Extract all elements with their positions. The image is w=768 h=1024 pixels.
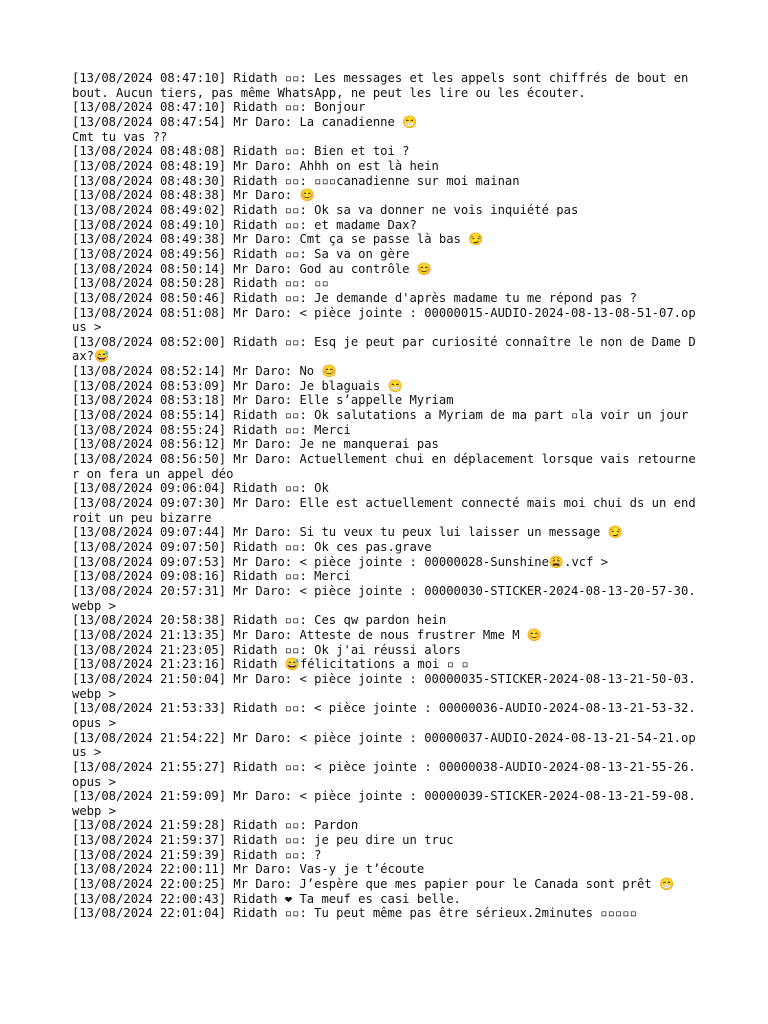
message-line: [13/08/2024 08:49:38] Mr Daro: Cmt ça se passe là bas 😏 (72, 232, 484, 247)
message-line: [13/08/2024 08:47:10] Ridath ▫▫: Les messages et les appels sont chiffrés de bout en bout. Aucun tiers, pas même WhatsApp, ne peut les lire ou les écouter. (72, 71, 696, 100)
message-line: [13/08/2024 21:59:28] Ridath ▫▫: Pardon (72, 818, 359, 833)
message-line: [13/08/2024 09:07:44] Mr Daro: Si tu veux tu peux lui laisser un message 😏 (72, 525, 623, 540)
message-line: [13/08/2024 09:07:30] Mr Daro: Elle est actuellement connecté mais moi chui ds un endroit un peu bizarre (72, 496, 696, 525)
message-line: [13/08/2024 21:54:22] Mr Daro: < pièce jointe : 00000037-AUDIO-2024-08-13-21-54-21.opus > (72, 730, 696, 760)
message-line: [13/08/2024 08:56:50] Mr Daro: Actuellement chui en déplacement lorsque vais retourner on fera un appel déo (72, 452, 696, 481)
message-line: [13/08/2024 20:58:38] Ridath ▫▫: Ces qw pardon hein (72, 613, 447, 628)
message-line: Cmt tu vas ?? (72, 129, 168, 144)
message-line: [13/08/2024 08:48:08] Ridath ▫▫: Bien et toi ? (72, 144, 410, 159)
message-line: [13/08/2024 21:59:39] Ridath ▫▫: ? (72, 847, 322, 862)
message-line: [13/08/2024 08:51:08] Mr Daro: < pièce jointe : 00000015-AUDIO-2024-08-13-08-51-07.opus > (72, 305, 696, 335)
message-line: [13/08/2024 21:23:05] Ridath ▫▫: Ok j'ai réussi alors (72, 642, 461, 657)
message-line: [13/08/2024 09:08:16] Ridath ▫▫: Merci (72, 569, 351, 584)
message-line: [13/08/2024 08:50:28] Ridath ▫▫: ▫▫ (72, 276, 329, 291)
message-line: [13/08/2024 22:00:25] Mr Daro: J’espère que mes papier pour le Canada sont prêt 😁 (72, 877, 675, 892)
message-line: [13/08/2024 08:48:38] Mr Daro: 😊 (72, 188, 315, 203)
message-line: [13/08/2024 21:50:04] Mr Daro: < pièce jointe : 00000035-STICKER-2024-08-13-21-50-03.webp > (72, 671, 696, 701)
chat-transcript (72, 71, 700, 921)
message-line: [13/08/2024 08:49:02] Ridath ▫▫: Ok sa va donner ne vois inquiété pas (72, 202, 579, 217)
message-line: [13/08/2024 09:06:04] Ridath ▫▫: Ok (72, 481, 329, 496)
message-line: [13/08/2024 21:53:33] Ridath ▫▫: < pièce jointe : 00000036-AUDIO-2024-08-13-21-53-32.opus > (72, 701, 696, 730)
message-line: [13/08/2024 08:55:14] Ridath ▫▫: Ok salutations a Myriam de ma part ▫la voir un jour (72, 408, 689, 423)
message-line: [13/08/2024 08:49:56] Ridath ▫▫: Sa va on gère (72, 246, 410, 261)
message-line: [13/08/2024 08:53:18] Mr Daro: Elle s’appelle Myriam (72, 393, 454, 408)
message-line: [13/08/2024 08:47:54] Mr Daro: La canadienne 😁 (72, 114, 418, 129)
message-line: [13/08/2024 08:53:09] Mr Daro: Je blaguais 😁 (72, 378, 403, 393)
message-line: [13/08/2024 21:59:09] Mr Daro: < pièce jointe : 00000039-STICKER-2024-08-13-21-59-08.webp > (72, 789, 696, 818)
message-line: [13/08/2024 09:07:53] Mr Daro: < pièce jointe : 00000028-Sunshine😩.vcf > (72, 554, 609, 569)
message-line: [13/08/2024 09:07:50] Ridath ▫▫: Ok ces pas.grave (72, 540, 432, 554)
message-line: [13/08/2024 08:49:10] Ridath ▫▫: et madame Dax? (72, 217, 417, 232)
message-line: [13/08/2024 21:59:37] Ridath ▫▫: je peu dire un truc (72, 833, 454, 848)
message-line: [13/08/2024 20:57:31] Mr Daro: < pièce jointe : 00000030-STICKER-2024-08-13-20-57-30.webp > (72, 583, 696, 613)
message-line: [13/08/2024 08:52:00] Ridath ▫▫: Esq je peut par curiosité connaître le non de Dame Dax?😅 (72, 334, 696, 364)
message-line: [13/08/2024 22:00:43] Ridath ❤ Ta meuf es casi belle. (72, 891, 461, 906)
message-line: [13/08/2024 21:13:35] Mr Daro: Atteste de nous frustrer Mme M 😊 (72, 627, 543, 642)
message-line: [13/08/2024 08:48:19] Mr Daro: Ahhh on est là hein (72, 158, 439, 173)
message-line: [13/08/2024 08:48:30] Ridath ▫▫: ▫▫▫canadienne sur moi mainan (72, 173, 520, 188)
message-line: [13/08/2024 08:55:24] Ridath ▫▫: Merci (72, 422, 351, 437)
message-line: [13/08/2024 08:50:14] Mr Daro: God au contrôle 😊 (72, 261, 433, 276)
message-line: [13/08/2024 08:56:12] Mr Daro: Je ne manquerai pas (72, 437, 439, 452)
message-line: [13/08/2024 21:23:16] Ridath 😅félicitations a moi ▫ ▫ (72, 657, 469, 672)
message-line: [13/08/2024 08:50:46] Ridath ▫▫: Je demande d'après madame tu me répond pas ? (72, 290, 637, 305)
message-line: [13/08/2024 22:00:11] Mr Daro: Vas-y je t’écoute (72, 862, 425, 877)
message-line: [13/08/2024 21:55:27] Ridath ▫▫: < pièce jointe : 00000038-AUDIO-2024-08-13-21-55-26.opus > (72, 759, 696, 789)
message-line: [13/08/2024 22:01:04] Ridath ▫▫: Tu peut même pas être sérieux.2minutes ▫▫▫▫▫ (72, 906, 637, 921)
message-line: [13/08/2024 08:47:10] Ridath ▫▫: Bonjour (72, 100, 366, 115)
message-line: [13/08/2024 08:52:14] Mr Daro: No 😊 (72, 364, 337, 379)
